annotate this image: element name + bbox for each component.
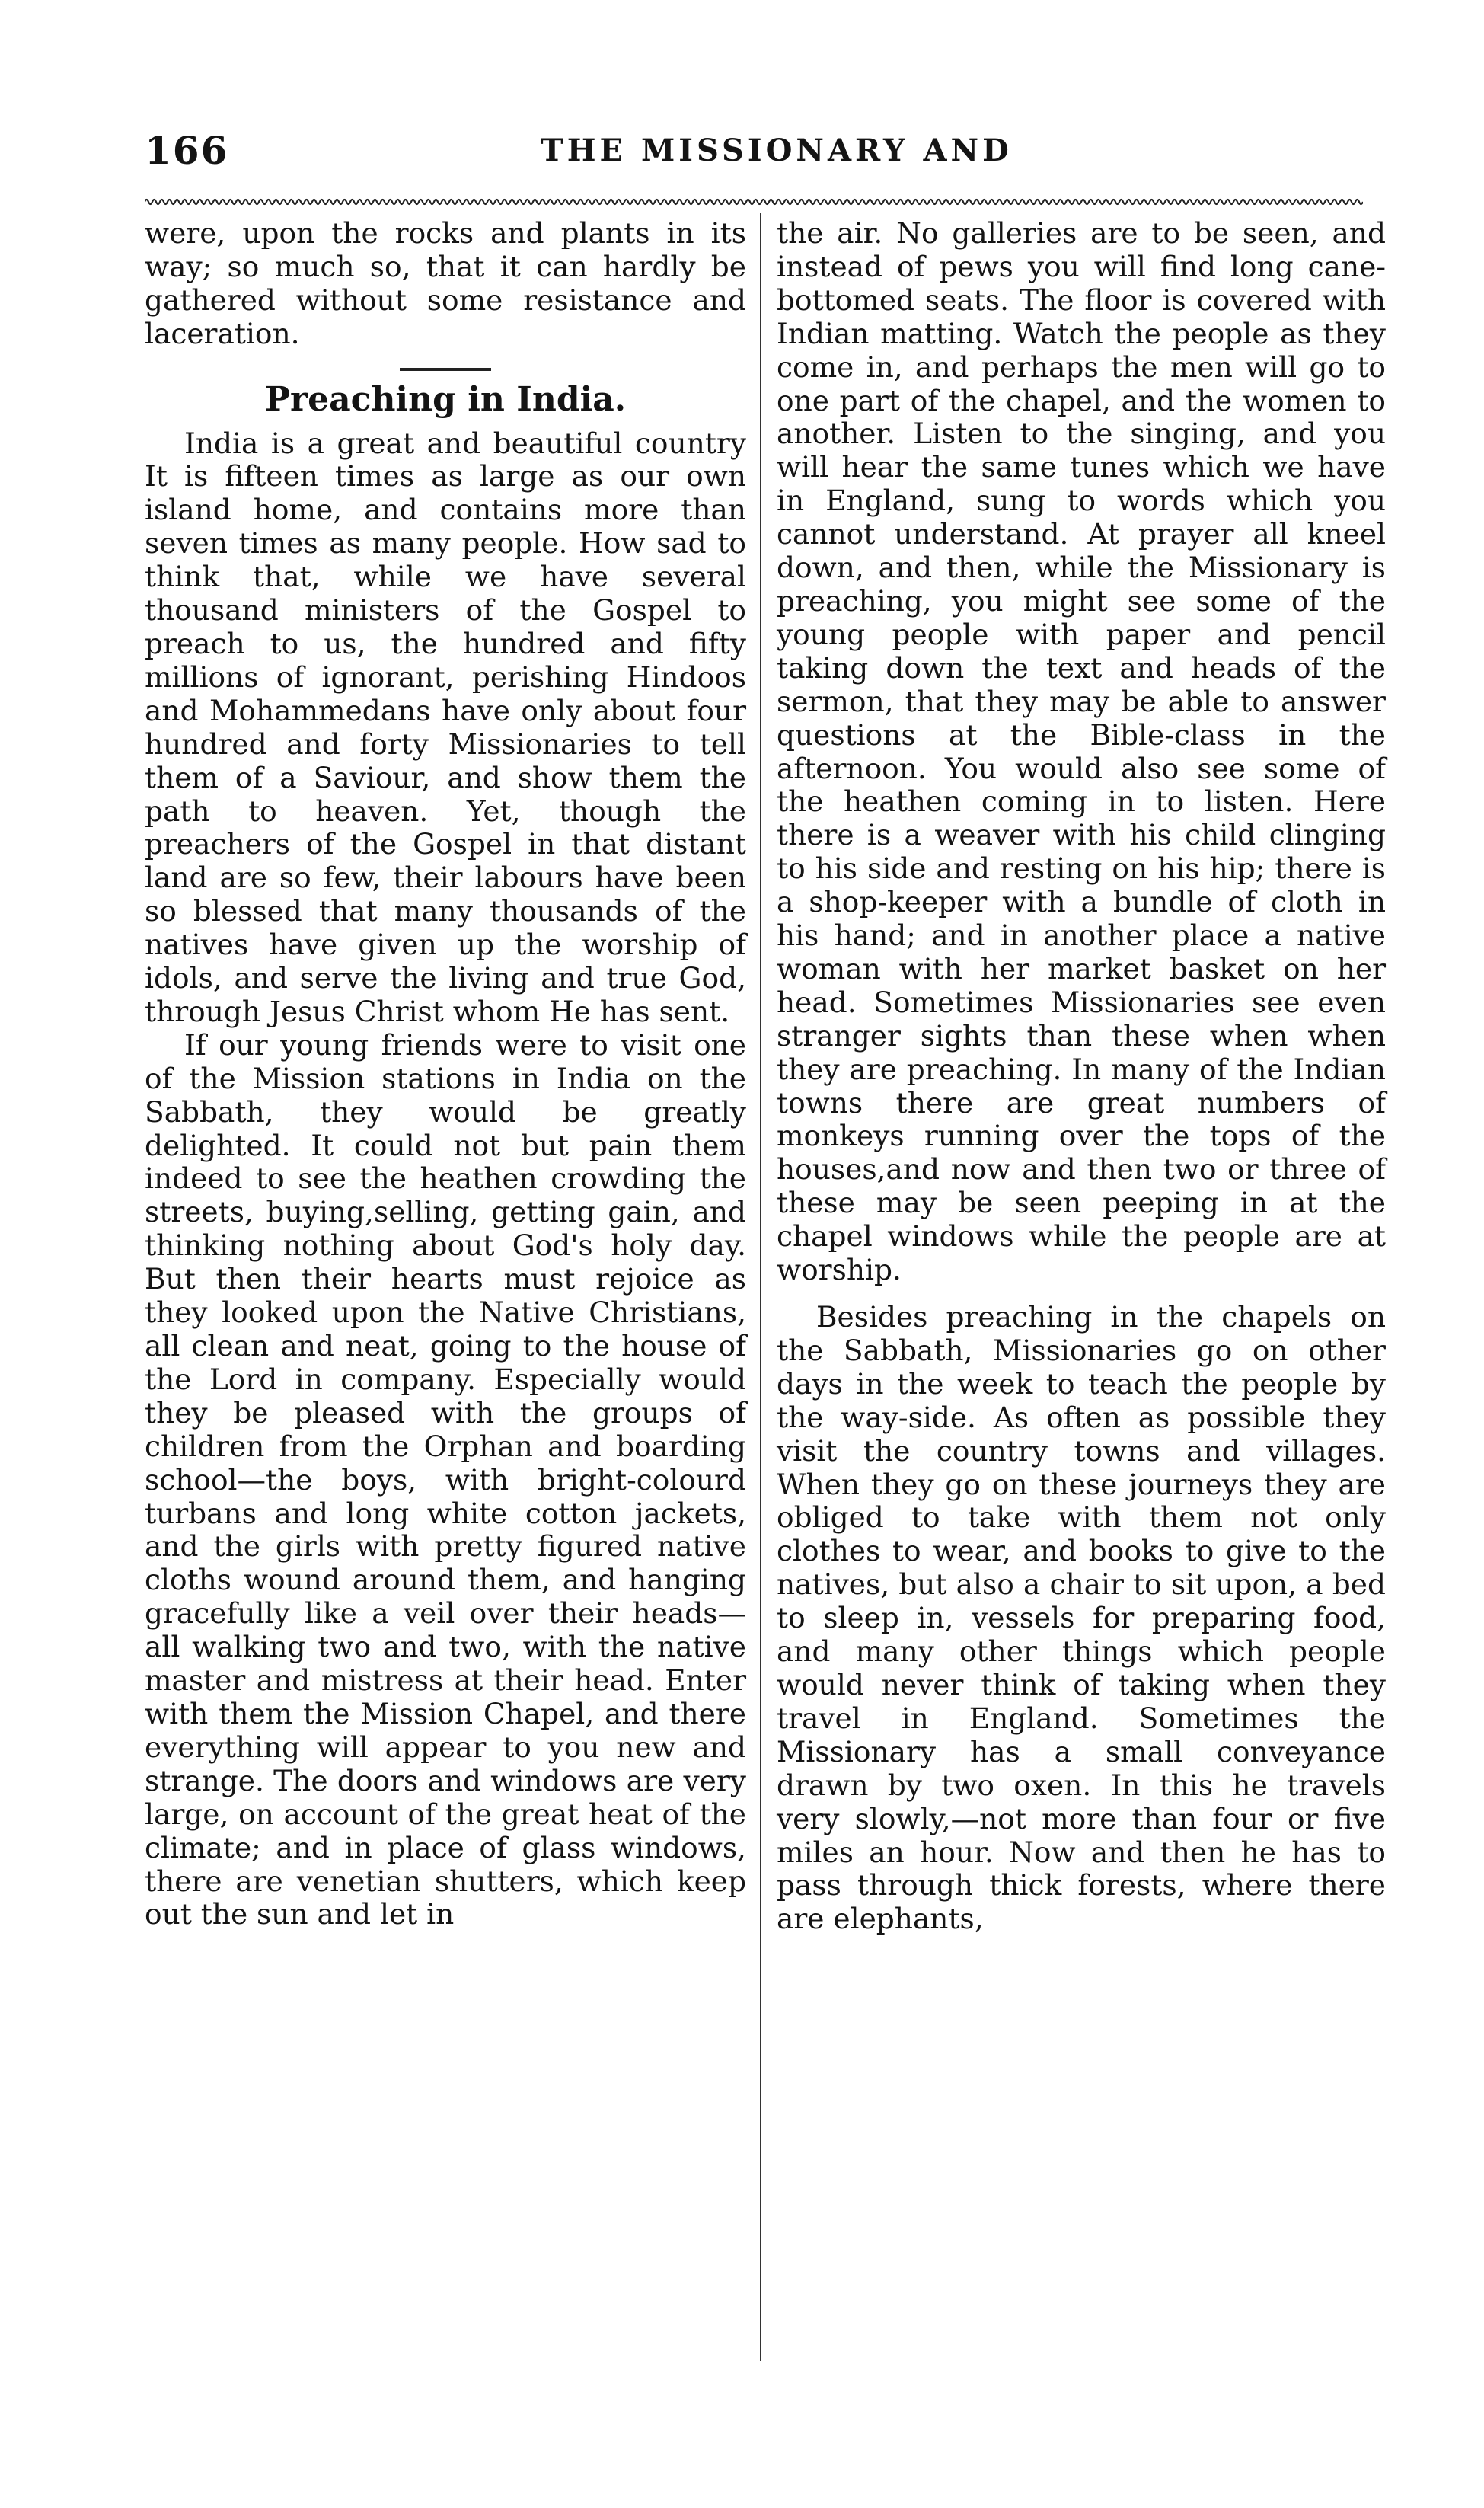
body-paragraph: India is a great and beautiful country It is fifteen times as large as our own island home, and contains more than seven times as many people. How sad to think that, while we have several thousand ministers of the Gospel to preach to us, the hundred and fifty millions of ignorant, perishing Hindoos and Mohammedans have only about four hundred and forty Missionaries to tell them of a Saviour, and show them the path to heaven. Yet, though the preachers of the Gospel in that distant land are so few, their labours have been so blessed that many thousands of the natives have given up the worship of idols, and serve the living and true God, through Jesus Christ whom He has sent.: [145, 426, 746, 1028]
continuation-paragraph: were, upon the rocks and plants in its way; so much so, that it can hardly be gathered without some resistance and laceration.: [145, 216, 746, 350]
body-paragraph: the air. No galleries are to be seen, and instead of pews you will find long cane-bottomed seats. The floor is covered with Indian matting. Watch the people as they come in, and perhaps the men will go to one part of the chapel, and the women to another. Listen to the singing, and you will hear the same tunes which we have in England, sung to words which you cannot understand. At prayer all kneel down, and then, while the Missionary is preaching, you might see some of the young people with paper and pencil taking down the text and heads of the sermon, that they may be able to answer questions at the Bible-class in the afternoon. You would also see some of the heathen coming in to listen. Here there is a weaver with his child clinging to his side and resting on his hip; there is a shop-keeper with a bundle of cloth in his hand; and in another place a native woman with her market basket on her head. Sometimes Missionaries see even stranger sights than these when when they are preaching. In many of the Indian towns there are great numbers of monkeys running over the tops of the houses,and now and then two or three of these may be seen peeping in at the chapel windows while the people are at worship.: [777, 216, 1386, 1287]
body-paragraph: Besides preaching in the chapels on the Sabbath, Missionaries go on other days in the week to teach the people by the way-side. As often as possible they visit the country towns and villages. When they go on these journeys they are obliged to take with them not only clothes to wear, and books to give to the natives, but also a chair to sit upon, a bed to sleep in, vessels for preparing food, and many other things which people would never think of taking when they travel in England. Sometimes the Missionary has a small conveyance drawn by two oxen. In this he travels very slowly,—not more than four or five miles an hour. Now and then he has to pass through thick forests, where there are elephants,: [777, 1300, 1386, 1936]
wavy-header-rule: [145, 196, 1363, 207]
section-title: Preaching in India.: [264, 379, 627, 419]
running-head: THE MISSIONARY AND: [541, 133, 1013, 168]
body-paragraph: If our young friends were to visit one of the Mission stations in India on the Sabbath, they would be greatly delighted. It could not but pain them indeed to see the heathen crowding the streets, buying,selling, getting gain, and thinking nothing about God's holy day. But then their hearts must rejoice as they looked upon the Native Christians, all clean and neat, going to the house of the Lord in company. Especially would they be pleased with the groups of children from the Orphan and boarding school—the boys, with bright-colourd turbans and long white cotton jackets, and the girls with pretty figured native cloths wound around them, and hanging gracefully like a veil over their heads—all walking two and two, with the native master and mistress at their head. Enter with them the Mission Chapel, and there everything will appear to you new and strange. The doors and windows are very large, on account of the great heat of the climate; and in place of glass windows, there are venetian shutters, which keep out the sun and let in: [145, 1027, 746, 1931]
section-divider: [400, 368, 491, 371]
right-column: [777, 217, 1386, 1936]
left-column: [145, 217, 746, 1931]
page-number: 166: [145, 128, 229, 173]
page-header: [145, 128, 1363, 189]
column-divider: [760, 213, 761, 2361]
